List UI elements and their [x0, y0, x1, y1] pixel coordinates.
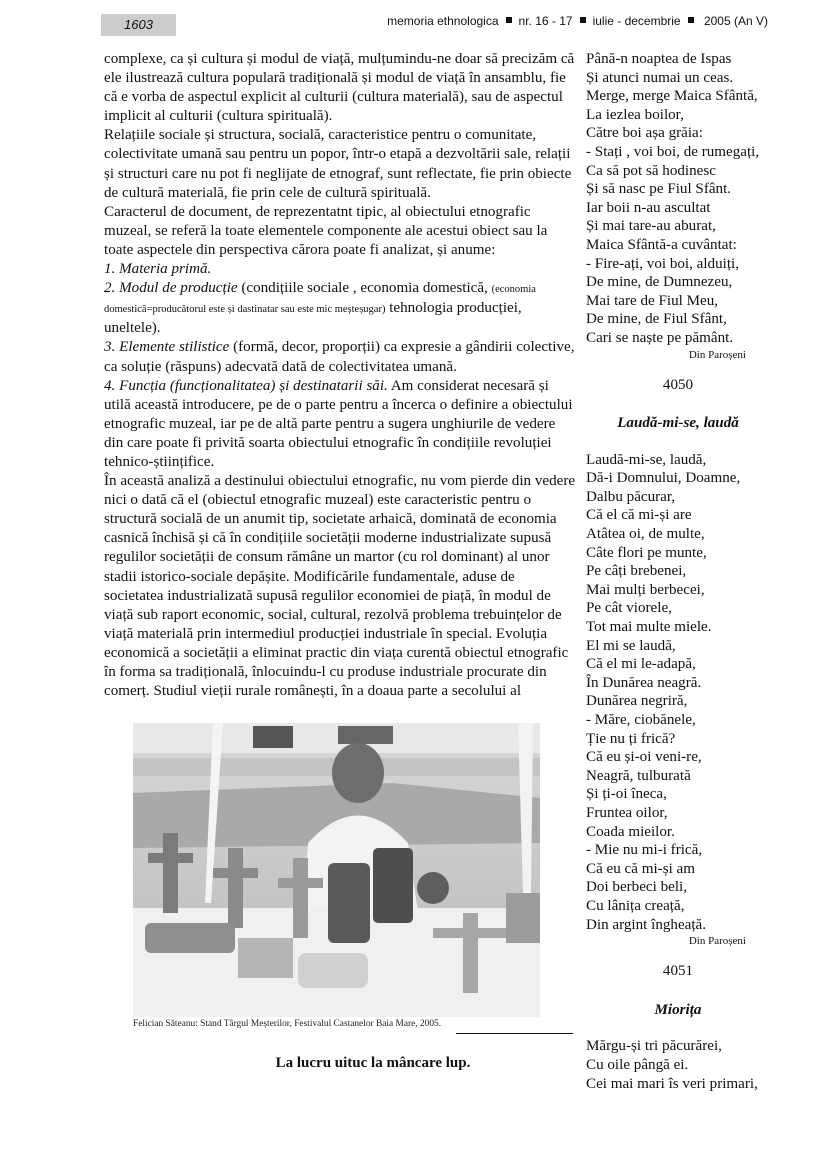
verse-line: Iar boii n-au ascultat: [586, 199, 711, 216]
page-number: 1603: [124, 17, 153, 32]
verse-line: Mărgu-și tri păcurărei,: [586, 1038, 722, 1055]
verse-line: Că el că mi-și are: [586, 507, 692, 524]
building-facade: [133, 723, 540, 753]
verse-line: Până-n noaptea de Ispas: [586, 51, 732, 67]
verse-line: Dalbu păcurar,: [586, 488, 676, 505]
verse-line: Din argint îngheață.: [586, 916, 707, 933]
verse-line: Cei mai mari îs veri primari,: [586, 1075, 758, 1092]
issue-number: nr. 16 - 17: [518, 14, 573, 28]
verse-line: Merge, merge Maica Sfântă,: [586, 88, 758, 105]
song-title: Laudă-mi-se, laudă: [617, 415, 739, 432]
verse-line: Fruntea oilor,: [586, 804, 668, 821]
list-item-note: (economia domestică=producătorul este și dastinatar sau este mic meșteșugar): [104, 284, 536, 316]
verse-line: - Măre, ciobănele,: [586, 712, 696, 728]
separator-square-icon: [688, 17, 694, 23]
carved-wheel: [417, 872, 449, 904]
page-number-box: [101, 14, 176, 36]
verse-line: De mine, de Dumnezeu,: [586, 274, 733, 291]
photo-illustration: [133, 723, 540, 1017]
verse-line: Tot mai multe miele.: [586, 619, 712, 636]
song-number: 4051: [662, 963, 694, 980]
article-body: [104, 50, 576, 701]
boy-head: [332, 743, 384, 803]
verse-line: - Mie nu mi-i frică,: [586, 842, 703, 859]
list-item-text: Am considerat necesară și utilă această introducere, pe de o parte pentru a încerca o definire a obiectului etnografic muzeal, iar pe de altă parte pentru a sugera unghiurile de vedere din care poate fi privită soarta obiectului etnografic în condițiile revoluției tehnico-științifice.: [104, 377, 573, 470]
verse-line: Pe câți brebenei,: [586, 563, 687, 580]
song-number: 4050: [662, 376, 694, 393]
verse-line: La iezlea boilor,: [586, 106, 684, 123]
song-lines: [586, 50, 776, 348]
verse-line: Că el mi le-adapă,: [586, 656, 696, 673]
cardboard-box: [506, 893, 540, 943]
photo-craft-stand: [133, 723, 540, 1017]
verse-line: Și ți-oi îneca,: [586, 786, 667, 803]
paragraph: complexe, ca și cultura și modul de viață, mulțumindu-ne doar să precizăm că ele ilustrează cultura populară tradițională și modul de viață în ansamblu, fie că e vorba de aspectul explicit al culturii (cultura materială), sau de aspectul implicit al culturii (cultura spirituală).: [104, 51, 575, 125]
verse-line: Coada mieilor.: [586, 823, 675, 840]
carved-icon-panel: [373, 848, 413, 923]
song-source: Din Paroșeni: [688, 348, 746, 361]
verse-line: De mine, de Fiul Sfânt,: [586, 311, 727, 328]
verse-line: Către boi așa grăia:: [586, 125, 703, 142]
verse-line: Cu lânița creață,: [586, 897, 685, 914]
verse-line: Laudă-mi-se, laudă,: [586, 451, 707, 468]
verse-line: Și mai tare-au aburat,: [586, 218, 716, 235]
proverb: La lucru uituc la mâncare lup.: [275, 1055, 471, 1071]
carved-items: [145, 923, 235, 953]
verse-line: Doi berbeci beli,: [586, 879, 688, 896]
paragraph: Relațiile sociale și structura, socială, caracteristice pentru o comunitate, colectivitate umană sau pentru un popor, într-o etapă a dezvoltării sale, relații și structuri care nu pot fi neglijate de etnograf, sunt reflectate, fie prin obiecte de cultură materială, fie prin cele de cultură spirituală.: [104, 127, 572, 201]
song-lines: [586, 451, 776, 934]
list-item: [104, 279, 576, 338]
journal-title: memoria ethnologica: [387, 14, 499, 28]
song-source: Din Paroșeni: [688, 935, 746, 948]
running-head: [387, 14, 768, 28]
verse-line: Și atunci numai un ceas.: [586, 69, 734, 86]
verse-line: Neagră, tulburată: [586, 767, 691, 784]
photo-caption: Felician Săteanu: Stand Târgul Meșterilor, Festivalul Castanelor Baia Mare, 2005.: [133, 1019, 442, 1029]
verse-line: Mai tare de Fiul Meu,: [586, 292, 719, 309]
folk-songs-column: [586, 50, 776, 1093]
verse-line: Ție nu ți frică?: [586, 730, 676, 747]
issue-year: 2005 (An V): [703, 14, 768, 28]
list-item: [104, 377, 576, 472]
verse-line: Maica Sfântă-a cuvântat:: [586, 236, 737, 253]
verse-line: În Dunărea neagră.: [586, 674, 702, 691]
list-item: [104, 260, 576, 279]
verse-line: Ca să pot să hodinesc: [586, 162, 716, 179]
verse-line: Atâtea oi, de multe,: [586, 526, 705, 543]
paragraph: În această analiză a destinului obiectului etnografic, nu vom pierde din vedere nici o dată că el (obiectul etnografic muzeal) este caracteristic pentru o structură socială de un anumit tip, societate arhaică, dominată de economia casnică închisă și că în condițiile societății moderne industrializate supusă regulilor societății de consum rămâne un martor (cu rol dominant) al unor stadii istorico-sociale depășite. Modificările fundamentale, aduse de societatea industrializată supusă regulilor economiei de piață, în modul de viață sub raport economic, social, cultural, rezolvă problema trebuințelor de viață materială prin intermediul producției industriale în special. Evoluția economică a societății a eliminat practic din viața curentă obiectul etnografic în forma sa tradițională, înlocuindu-l cu produse industriale procurate din comerț. Studiul vieții rurale românești, în a doaua parte a secolului al: [104, 473, 576, 700]
verse-line: - Stați , voi boi, de rumegați,: [586, 143, 760, 160]
building-window: [253, 726, 293, 748]
verse-line: Pe cât viorele,: [586, 600, 672, 617]
song-title: Miorița: [654, 1001, 702, 1018]
list-item: [104, 338, 576, 376]
building-window: [338, 726, 393, 744]
separator-square-icon: [506, 17, 512, 23]
verse-line: Că eu și-oi veni-re,: [586, 749, 702, 766]
issue-period: iulie - decembrie: [592, 14, 681, 28]
list-item-text: (formă, decor, proporții) ca expresie a gândirii colective, ca soluție (răspuns) adecvată dată de colectivitatea umană.: [104, 339, 575, 375]
list-item-label: 4. Funcția (funcționalitatea) și destinatarii săi.: [104, 377, 388, 394]
list-item-label: 3. Elemente stilistice: [104, 339, 230, 356]
verse-line: Și să nasc pe Fiul Sfânt.: [586, 181, 732, 198]
verse-line: Câte flori pe munte,: [586, 544, 707, 561]
song-lines: [586, 1037, 776, 1093]
verse-line: Cari se naște pe pământ.: [586, 329, 734, 346]
verse-line: Dunărea negriră,: [586, 693, 688, 710]
list-item-label: 1. Materia primă.: [104, 261, 212, 278]
verse-line: - Fire-ați, voi boi, alduiți,: [586, 255, 740, 272]
carved-icon-panel: [328, 863, 370, 943]
verse-line: El mi se laudă,: [586, 637, 676, 654]
carved-book: [238, 938, 293, 978]
separator-square-icon: [580, 17, 586, 23]
list-item-text: (condițiile sociale , economia domestică,: [237, 280, 492, 297]
verse-line: Mai mulți berbecei,: [586, 581, 705, 598]
list-item-label: 2. Modul de producție: [104, 280, 238, 297]
list-item-text: tehnologia producției, uneltele).: [104, 300, 522, 337]
verse-line: Cu oile pângă ei.: [586, 1056, 689, 1073]
wooden-spoons: [298, 953, 368, 988]
verse-line: Dă-i Domnului, Doamne,: [586, 470, 741, 487]
footnote-rule: [456, 1033, 573, 1034]
verse-line: Că eu că mi-și am: [586, 860, 695, 877]
paragraph: Caracterul de document, de reprezentatnt tipic, al obiectului etnografic muzeal, se referă la toate elementele componente ale acestui obiect sau la toate aspectele din perspectiva cărora poate fi analizat, și anume:: [104, 203, 548, 258]
